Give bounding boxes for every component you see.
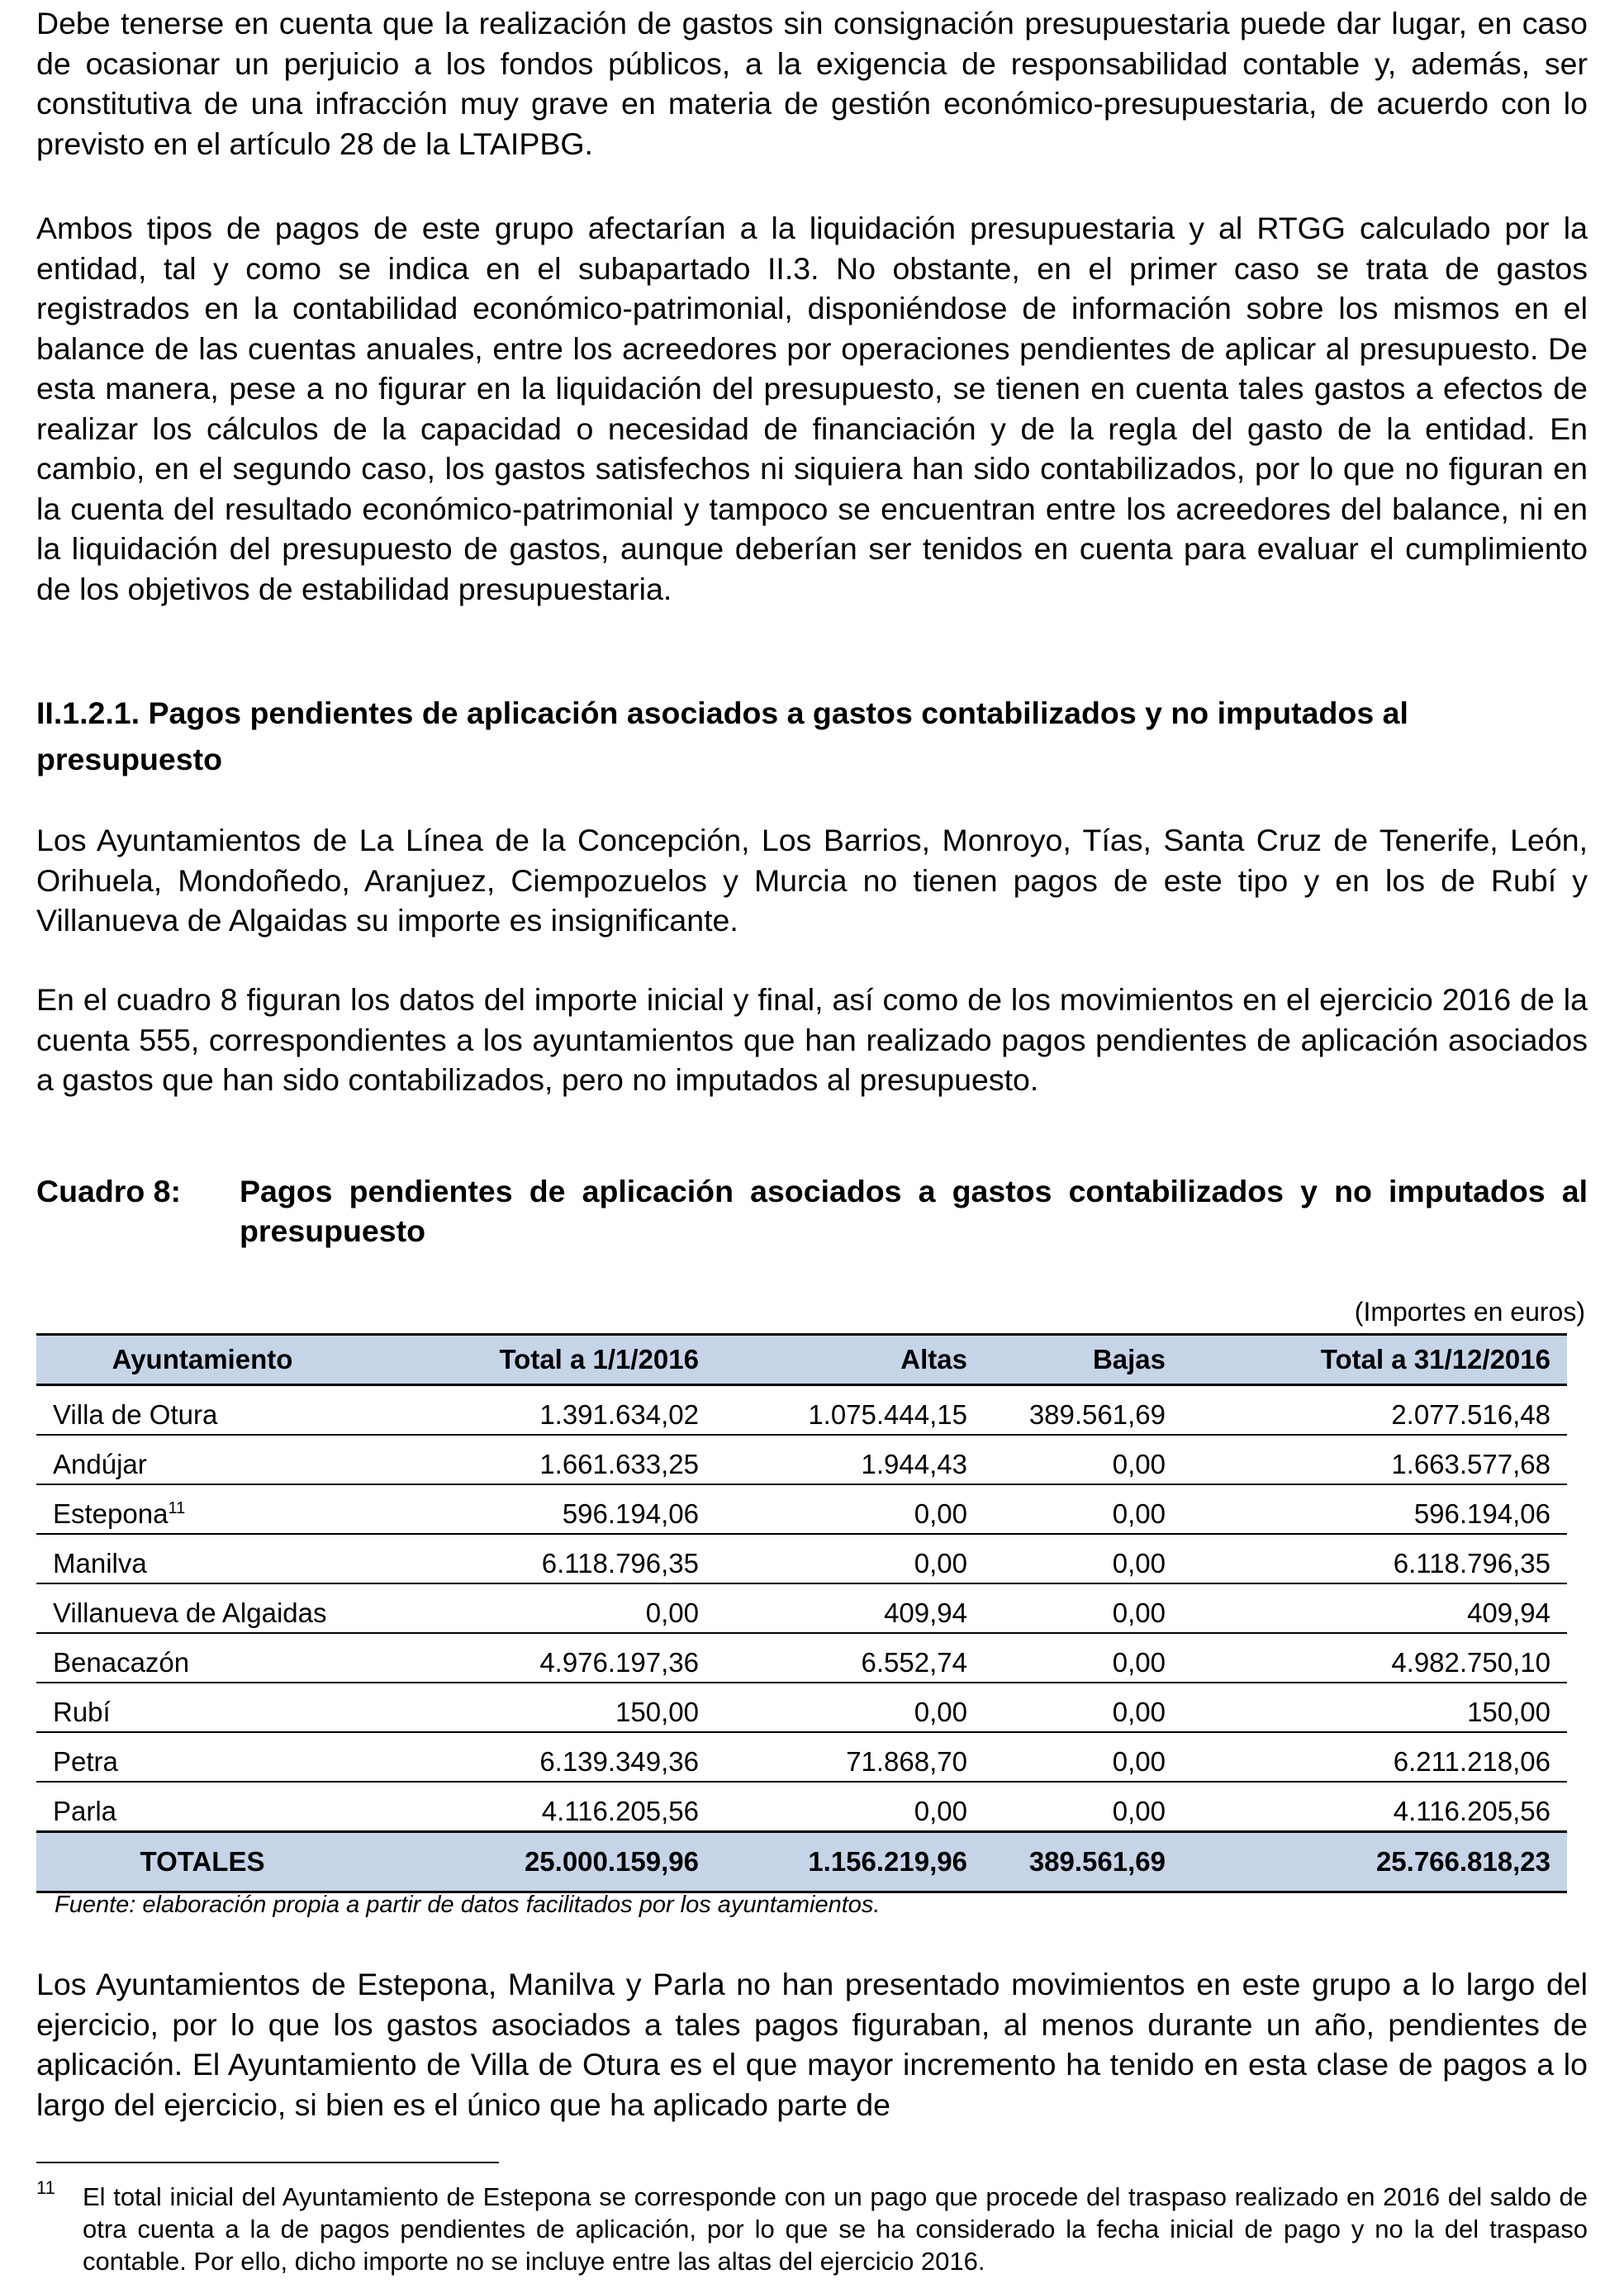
- value-cell: 1.075.444,15: [715, 1385, 984, 1436]
- municipality-name: Petra: [53, 1746, 118, 1777]
- value-cell: 6.118.796,35: [368, 1534, 715, 1583]
- value-cell: 2.077.516,48: [1182, 1385, 1567, 1436]
- value-cell: 409,94: [715, 1583, 984, 1633]
- paragraph-4: En el cuadro 8 figuran los datos del importe inicial y final, así como de los movimientos en el ejercicio 2016 de la cuenta 555, correspondientes a los ayuntamientos que han realizado pagos pendientes de aplicación asociados a gastos que han sido contabilizados, pero no imputados al presupuesto.: [36, 982, 1588, 1097]
- value-cell: 6.139.349,36: [368, 1732, 715, 1782]
- value-cell: 389.561,69: [984, 1385, 1182, 1436]
- value-cell: 0,00: [715, 1484, 984, 1534]
- table-header-row: [36, 1335, 1567, 1385]
- municipality-cell: [36, 1583, 368, 1633]
- value-cell: 0,00: [984, 1732, 1182, 1782]
- section-heading: II.1.2.1. Pagos pendientes de aplicación asociados a gastos contabilizados y no imputados al presupuesto: [36, 695, 1408, 776]
- municipality-name: Manilva: [53, 1548, 147, 1579]
- municipality-cell: [36, 1633, 368, 1683]
- table-row: [36, 1435, 1567, 1484]
- municipality-name: Villa de Otura: [53, 1399, 218, 1430]
- value-cell: 6.211.218,06: [1182, 1732, 1567, 1782]
- municipality-name: Villanueva de Algaidas: [53, 1598, 327, 1628]
- table-row: [36, 1683, 1567, 1732]
- footnote-text: El total inicial del Ayuntamiento de Estepona se corresponde con un pago que procede del traspaso realizado en 2016 del saldo de otra cuenta a la de pagos pendientes de aplicación, por lo que se ha considerado la fecha inicial de pago y no la del traspaso contable. Por ello, dicho importe no se incluye entre las altas del ejercicio 2016.: [83, 2182, 1588, 2276]
- value-cell: 4.116.205,56: [368, 1782, 715, 1832]
- value-cell: 71.868,70: [715, 1732, 984, 1782]
- value-cell: 0,00: [715, 1534, 984, 1583]
- table-caption-text: Pagos pendientes de aplicación asociados a gastos contabilizados y no imputados al presupuesto: [240, 1174, 1588, 1248]
- table-row: [36, 1385, 1567, 1436]
- table-row: [36, 1782, 1567, 1832]
- footnote-divider: [36, 2162, 499, 2163]
- value-cell: 409,94: [1182, 1583, 1567, 1633]
- value-cell: 0,00: [984, 1534, 1182, 1583]
- column-header-ayuntamiento: Ayuntamiento: [36, 1335, 368, 1385]
- municipality-cell: [36, 1435, 368, 1484]
- value-cell: 596.194,06: [368, 1484, 715, 1534]
- value-cell: 0,00: [984, 1435, 1182, 1484]
- value-cell: 4.116.205,56: [1182, 1782, 1567, 1832]
- municipality-cell: [36, 1484, 368, 1534]
- column-header-altas: Altas: [715, 1335, 984, 1385]
- value-cell: 1.663.577,68: [1182, 1435, 1567, 1484]
- table-row: [36, 1484, 1567, 1534]
- footnote-number: 11: [36, 2177, 55, 2198]
- table-caption-label: Cuadro 8:: [36, 1174, 182, 1208]
- paragraph-5: Los Ayuntamientos de Estepona, Manilva y Parla no han presentado movimientos en este grupo a lo largo del ejercicio, por lo que los gastos asociados a tales pagos figuraban, al menos durante un año, pendientes de aplicación. El Ayuntamiento de Villa de Otura es el que mayor incremento ha tenido en esta clase de pagos a lo largo del ejercicio, si bien es el único que ha aplicado parte de: [36, 1967, 1588, 2122]
- footnote-reference: 11: [168, 1499, 186, 1517]
- table-row: [36, 1583, 1567, 1633]
- value-cell: 150,00: [368, 1683, 715, 1732]
- value-cell: 150,00: [1182, 1683, 1567, 1732]
- value-cell: 0,00: [984, 1782, 1182, 1832]
- value-cell: 0,00: [368, 1583, 715, 1633]
- value-cell: 596.194,06: [1182, 1484, 1567, 1534]
- totals-label: TOTALES: [36, 1832, 368, 1892]
- municipality-name: Rubí: [53, 1697, 111, 1727]
- value-cell: 0,00: [984, 1484, 1182, 1534]
- value-cell: 1.391.634,02: [368, 1385, 715, 1436]
- data-table: [36, 1333, 1567, 1893]
- value-cell: 6.552,74: [715, 1633, 984, 1683]
- municipality-name: Estepona: [53, 1498, 169, 1529]
- value-cell: 4.976.197,36: [368, 1633, 715, 1683]
- municipality-cell: [36, 1732, 368, 1782]
- municipality-name: Benacazón: [53, 1647, 190, 1678]
- totals-cell: 1.156.219,96: [715, 1832, 984, 1892]
- value-cell: 1.944,43: [715, 1435, 984, 1484]
- value-cell: 1.661.633,25: [368, 1435, 715, 1484]
- table-source-note: Fuente: elaboración propia a partir de datos facilitados por los ayuntamientos.: [55, 1892, 881, 1918]
- table-row: [36, 1534, 1567, 1583]
- totals-cell: 389.561,69: [984, 1832, 1182, 1892]
- value-cell: 0,00: [715, 1782, 984, 1832]
- municipality-cell: [36, 1782, 368, 1832]
- paragraph-3: Los Ayuntamientos de La Línea de la Concepción, Los Barrios, Monroyo, Tías, Santa Cruz de Tenerife, León, Orihuela, Mondoñedo, Aranjuez, Ciempozuelos y Murcia no tienen pagos de este tipo y en los de Rubí y Villanueva de Algaidas su importe es insignificante.: [36, 823, 1588, 938]
- column-header-total-inicial: Total a 1/1/2016: [368, 1335, 715, 1385]
- value-cell: 0,00: [984, 1583, 1182, 1633]
- value-cell: 6.118.796,35: [1182, 1534, 1567, 1583]
- paragraph-2: Ambos tipos de pagos de este grupo afectarían a la liquidación presupuestaria y al RTGG calculado por la entidad, tal y como se indica en el subapartado II.3. No obstante, en el primer caso se trata de gastos registrados en la contabilidad económico-patrimonial, disponiéndose de información sobre los mismos en el balance de las cuentas anuales, entre los acreedores por operaciones pendientes de aplicar al presupuesto. De esta manera, pese a no figurar en la liquidación del presupuesto, se tienen en cuenta tales gastos a efectos de realizar los cálculos de la capacidad o necesidad de financiación y de la regla del gasto de la entidad. En cambio, en el segundo caso, los gastos satisfechos ni siquiera han sido contabilizados, por lo que no figuran en la cuenta del resultado económico-patrimonial y tampoco se encuentran entre los acreedores del balance, ni en la liquidación del presupuesto de gastos, aunque deberían ser tenidos en cuenta para evaluar el cumplimiento de los objetivos de estabilidad presupuestaria.: [36, 211, 1588, 606]
- table-units-note: (Importes en euros): [1354, 1297, 1585, 1327]
- table-row: [36, 1633, 1567, 1683]
- totals-cell: 25.766.818,23: [1182, 1832, 1567, 1892]
- municipality-cell: [36, 1534, 368, 1583]
- column-header-total-final: Total a 31/12/2016: [1182, 1335, 1567, 1385]
- municipality-name: Parla: [53, 1796, 117, 1826]
- value-cell: 0,00: [715, 1683, 984, 1732]
- value-cell: 0,00: [984, 1633, 1182, 1683]
- municipality-cell: [36, 1385, 368, 1436]
- totals-row: [36, 1832, 1567, 1892]
- municipality-name: Andújar: [53, 1449, 147, 1479]
- totals-cell: 25.000.159,96: [368, 1832, 715, 1892]
- column-header-bajas: Bajas: [984, 1335, 1182, 1385]
- paragraph-1: Debe tenerse en cuenta que la realización de gastos sin consignación presupuestaria puede dar lugar, en caso de ocasionar un perjuicio a los fondos públicos, a la exigencia de responsabilidad contable y, además, ser constitutiva de una infracción muy grave en materia de gestión económico-presupuestaria, de acuerdo con lo previsto en el artículo 28 de la LTAIPBG.: [36, 6, 1588, 161]
- value-cell: 0,00: [984, 1683, 1182, 1732]
- table-row: [36, 1732, 1567, 1782]
- value-cell: 4.982.750,10: [1182, 1633, 1567, 1683]
- municipality-cell: [36, 1683, 368, 1732]
